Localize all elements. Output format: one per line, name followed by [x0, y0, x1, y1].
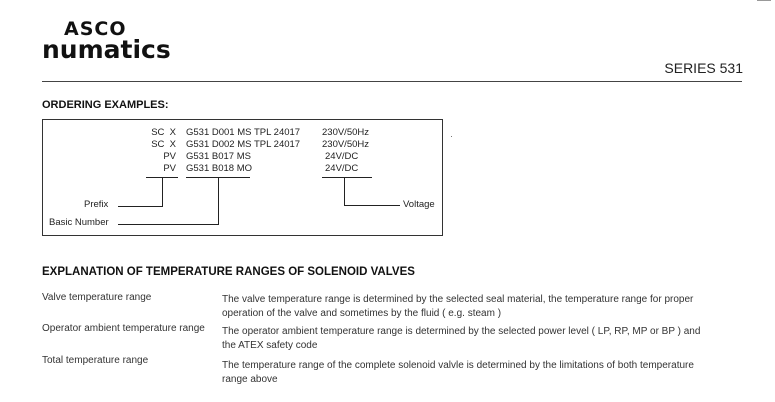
row-2-prefix: SC X — [151, 139, 176, 150]
series-label: SERIES 531 — [664, 60, 743, 76]
row-2-code: G531 D002 MS TPL 24017 — [186, 139, 301, 150]
row-4-prefix: PV — [163, 163, 176, 174]
voltage-leader — [345, 178, 401, 206]
desc-valve-temperature: The valve temperature range is determined by the selected seal material, the temperature range for proper operation of the valve and sometimes by the fluid ( e.g. steam ) — [222, 294, 694, 319]
row-1-prefix: SC X — [151, 127, 176, 138]
term-operator-ambient: Operator ambient temperature range — [42, 323, 205, 334]
row-4-voltage: 24V/DC — [325, 163, 359, 174]
basic-number-label: Basic Number — [49, 217, 109, 228]
row-1-code: G531 D001 MS TPL 24017 — [186, 127, 301, 138]
explanation-heading: EXPLANATION OF TEMPERATURE RANGES OF SOLENOID VALVES — [42, 266, 415, 278]
basic-number-leader — [118, 178, 219, 225]
logo-line-2: numatics — [42, 35, 171, 64]
term-total-temperature: Total temperature range — [42, 355, 149, 366]
prefix-leader — [118, 178, 163, 207]
ordering-heading: ORDERING EXAMPLES: — [42, 99, 169, 111]
row-1-voltage: 230V/50Hz — [322, 127, 370, 138]
row-4-code: G531 B018 MO — [186, 163, 253, 174]
desc-total-temperature: The temperature range of the complete solenoid valvle is determined by the limitations of both temperature range above — [222, 360, 694, 385]
desc-operator-ambient: The operator ambient temperature range is determined by the selected power level ( LP, RP, MP or BP ) and the ATEX safety code — [222, 326, 701, 351]
voltage-label: Voltage — [403, 199, 435, 210]
stray-dot — [451, 136, 452, 137]
row-3-prefix: PV — [163, 151, 176, 162]
logo-line-1: ASCO — [64, 18, 127, 40]
prefix-label: Prefix — [84, 199, 109, 210]
row-3-voltage: 24V/DC — [325, 151, 359, 162]
term-valve-temperature: Valve temperature range — [42, 292, 152, 303]
row-2-voltage: 230V/50Hz — [322, 139, 370, 150]
row-3-code: G531 B017 MS — [186, 151, 251, 162]
